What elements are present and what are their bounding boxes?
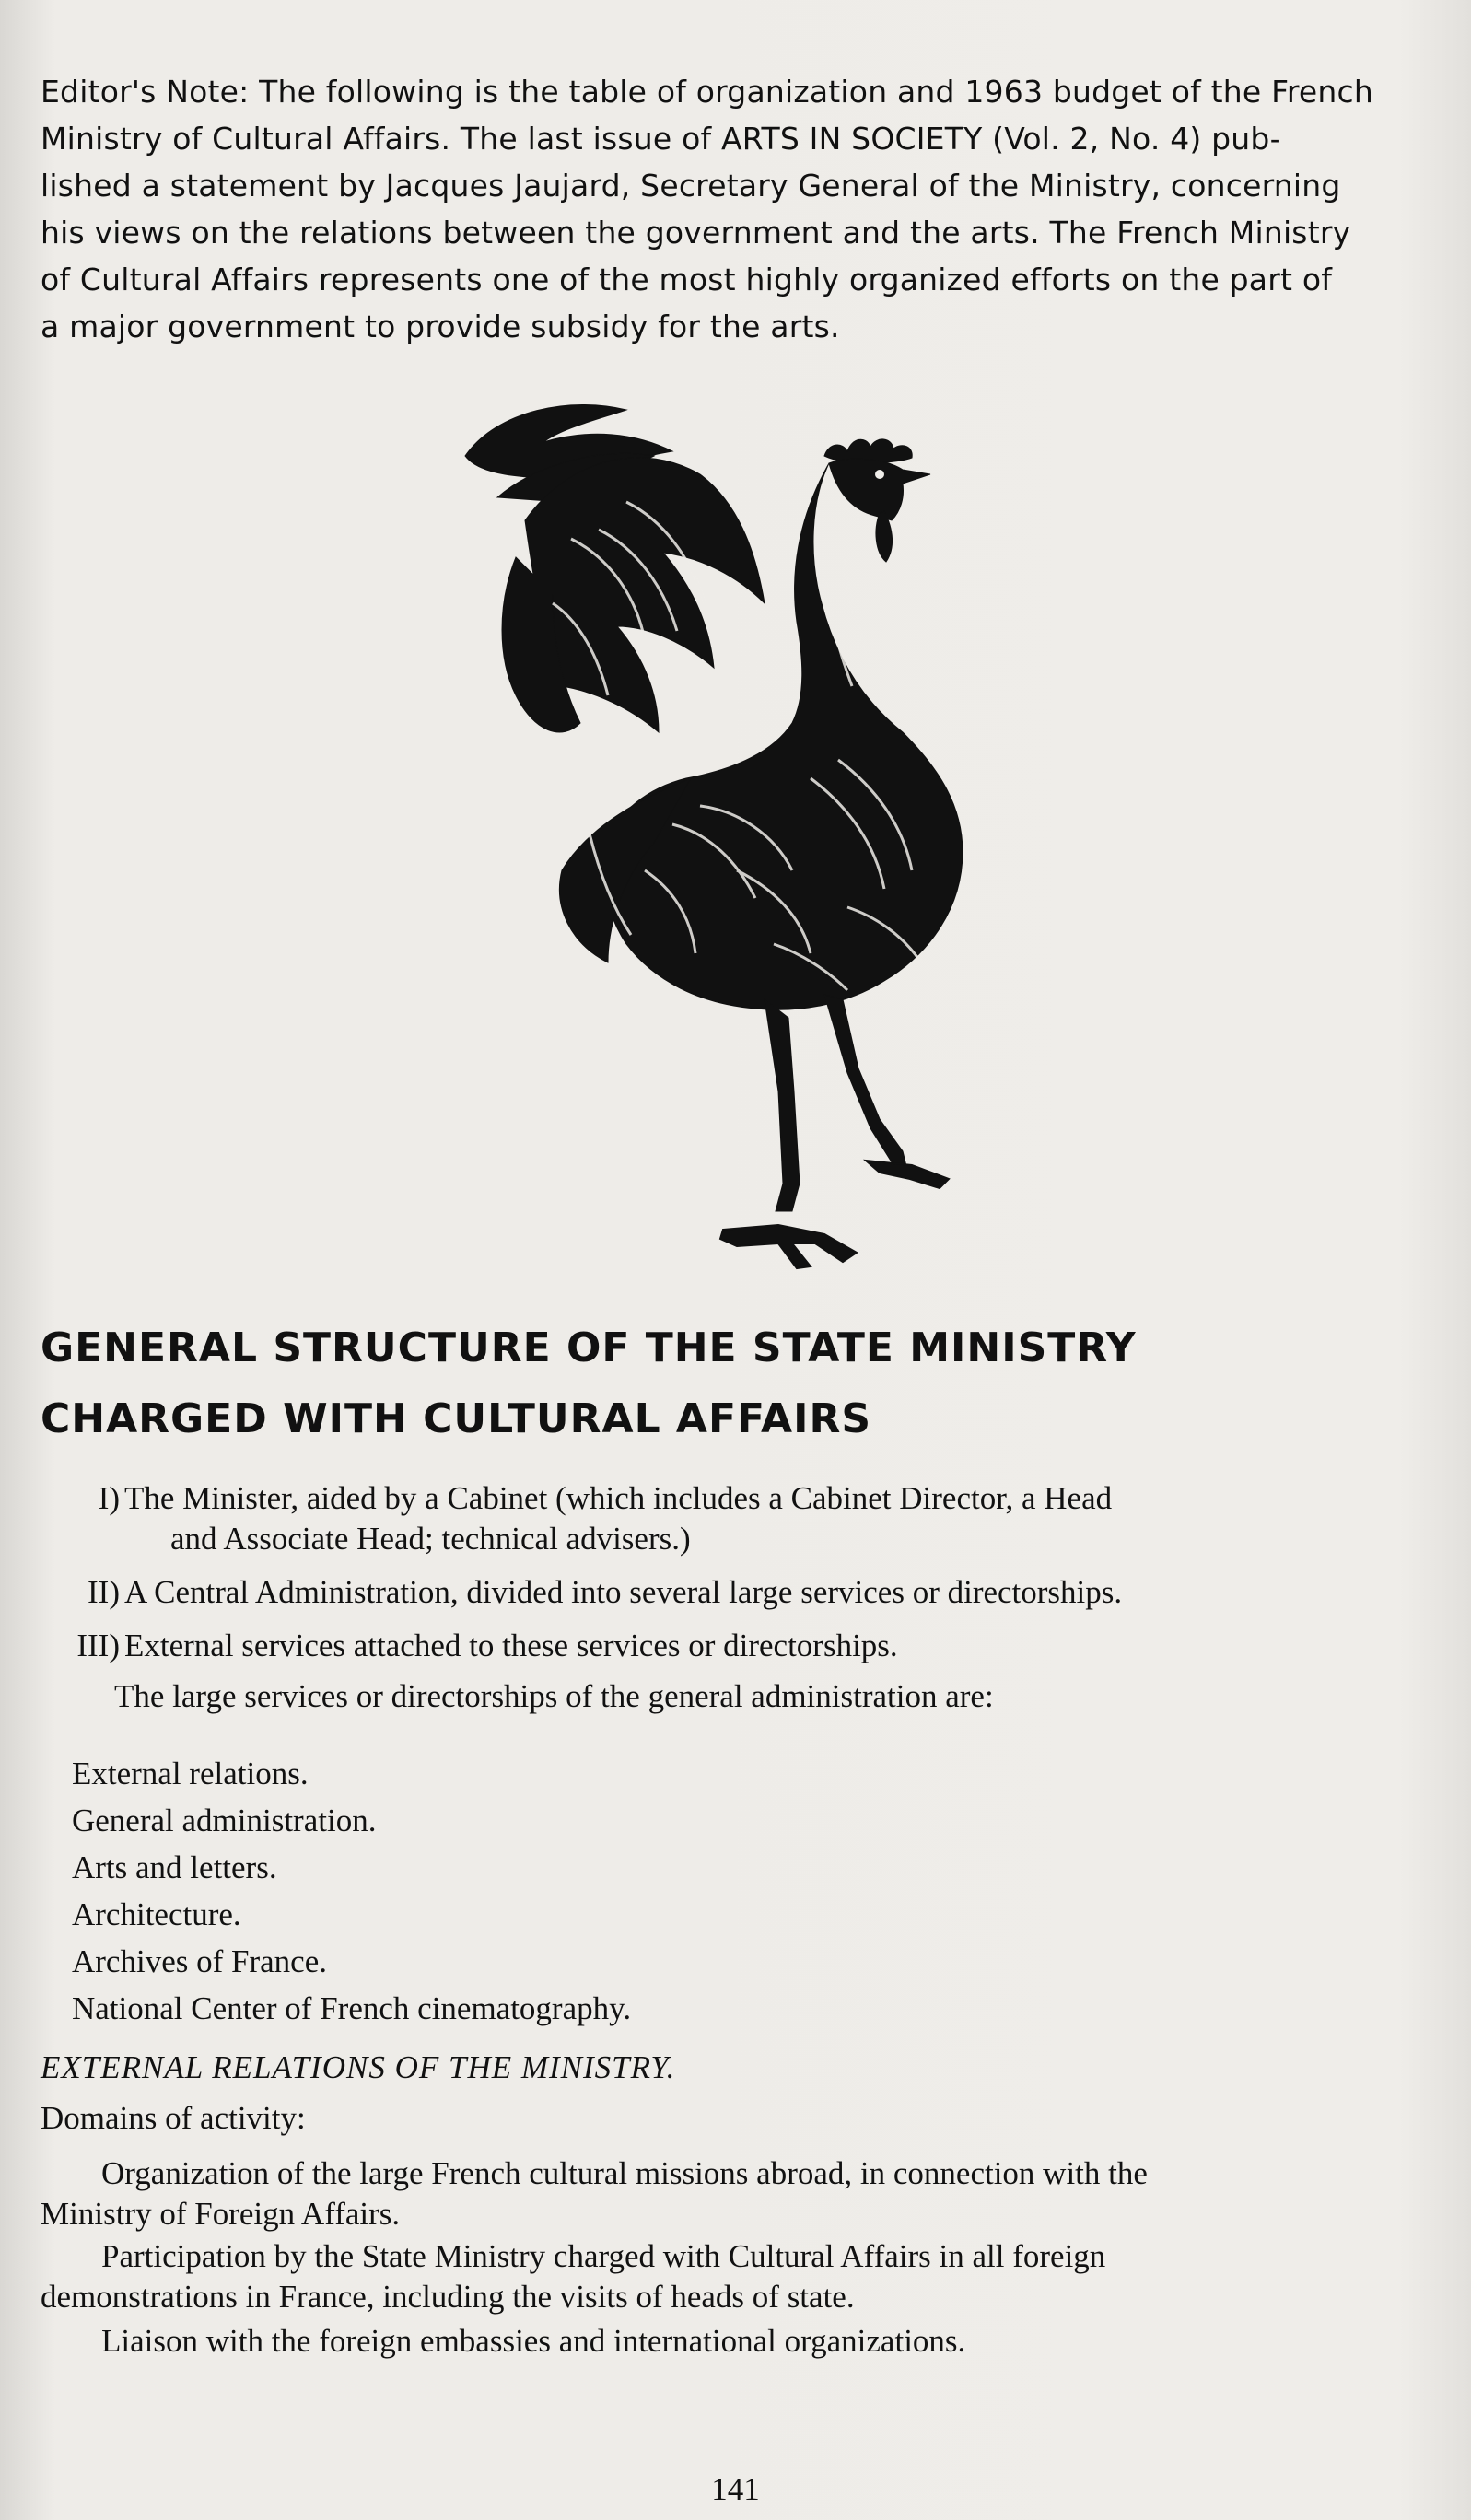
- item-text: [124, 1626, 1409, 1666]
- paragraph-line: Liaison with the foreign embassies and international organizations.: [101, 2323, 966, 2359]
- domains-label: Domains of activity:: [41, 2100, 306, 2136]
- editor-note-line: a major government to provide subsidy for the arts.: [41, 309, 840, 344]
- editor-note-line: Editor's Note: The following is the table of organization and 1963 budget of the French: [41, 74, 1373, 110]
- editor-note-line: lished a statement by Jacques Jaujard, Secretary General of the Ministry, concerning: [41, 168, 1341, 204]
- item-number: I): [98, 1480, 120, 1516]
- paragraph-line: demonstrations in France, including the visits of heads of state.: [41, 2279, 855, 2315]
- organization-item: [37, 1478, 1409, 1559]
- item-number: II): [88, 1574, 120, 1610]
- item-line: A Central Administration, divided into several large services or directorships.: [124, 1574, 1123, 1610]
- organization-item: [37, 1626, 1409, 1666]
- editor-note-line: Ministry of Cultural Affairs. The last issue of ARTS IN SOCIETY (Vol. 2, No. 4) pub-: [41, 121, 1281, 157]
- paragraph-line: Participation by the State Ministry charged with Cultural Affairs in all foreign: [101, 2238, 1106, 2274]
- list-item: General administration.: [72, 1802, 377, 1838]
- item-line: The Minister, aided by a Cabinet (which includes a Cabinet Director, a Head: [124, 1480, 1113, 1516]
- directorships-intro: The large services or directorships of the general administration are:: [114, 1678, 994, 1714]
- heading-line: GENERAL STRUCTURE OF THE STATE MINISTRY: [41, 1324, 1137, 1371]
- directorships-list: [72, 1750, 631, 2032]
- paragraph: [101, 2321, 965, 2362]
- rooster-icon: [461, 391, 1004, 1289]
- list-item: Architecture.: [72, 1896, 241, 1932]
- list-item: Archives of France.: [72, 1943, 327, 1979]
- paragraph: [41, 2236, 1406, 2317]
- item-number: III): [76, 1628, 120, 1663]
- list-item: National Center of French cinematography.: [72, 1990, 632, 2026]
- list-item: Arts and letters.: [72, 1849, 277, 1885]
- organization-list: [37, 1478, 1409, 1679]
- editor-note: [41, 68, 1413, 350]
- item-text: [124, 1478, 1409, 1559]
- paragraph: [41, 2153, 1406, 2234]
- item-line: External services attached to these services or directorships.: [124, 1628, 898, 1663]
- page-number: 141: [711, 2471, 760, 2507]
- section-title: EXTERNAL RELATIONS OF THE MINISTRY.: [41, 2049, 676, 2085]
- paragraph-line: Ministry of Foreign Affairs.: [41, 2196, 401, 2232]
- item-text: [124, 1572, 1409, 1613]
- organization-item: [37, 1572, 1409, 1613]
- list-item: External relations.: [72, 1756, 309, 1791]
- heading-line: CHARGED WITH CULTURAL AFFAIRS: [41, 1395, 872, 1442]
- paragraph-line: Organization of the large French cultural missions abroad, in connection with the: [101, 2155, 1148, 2191]
- editor-note-line: his views on the relations between the government and the arts. The French Ministry: [41, 215, 1351, 251]
- editor-note-line: of Cultural Affairs represents one of the most highly organized efforts on the part of: [41, 262, 1333, 298]
- section-heading: [41, 1312, 1330, 1454]
- item-line: and Associate Head; technical advisers.): [170, 1521, 691, 1557]
